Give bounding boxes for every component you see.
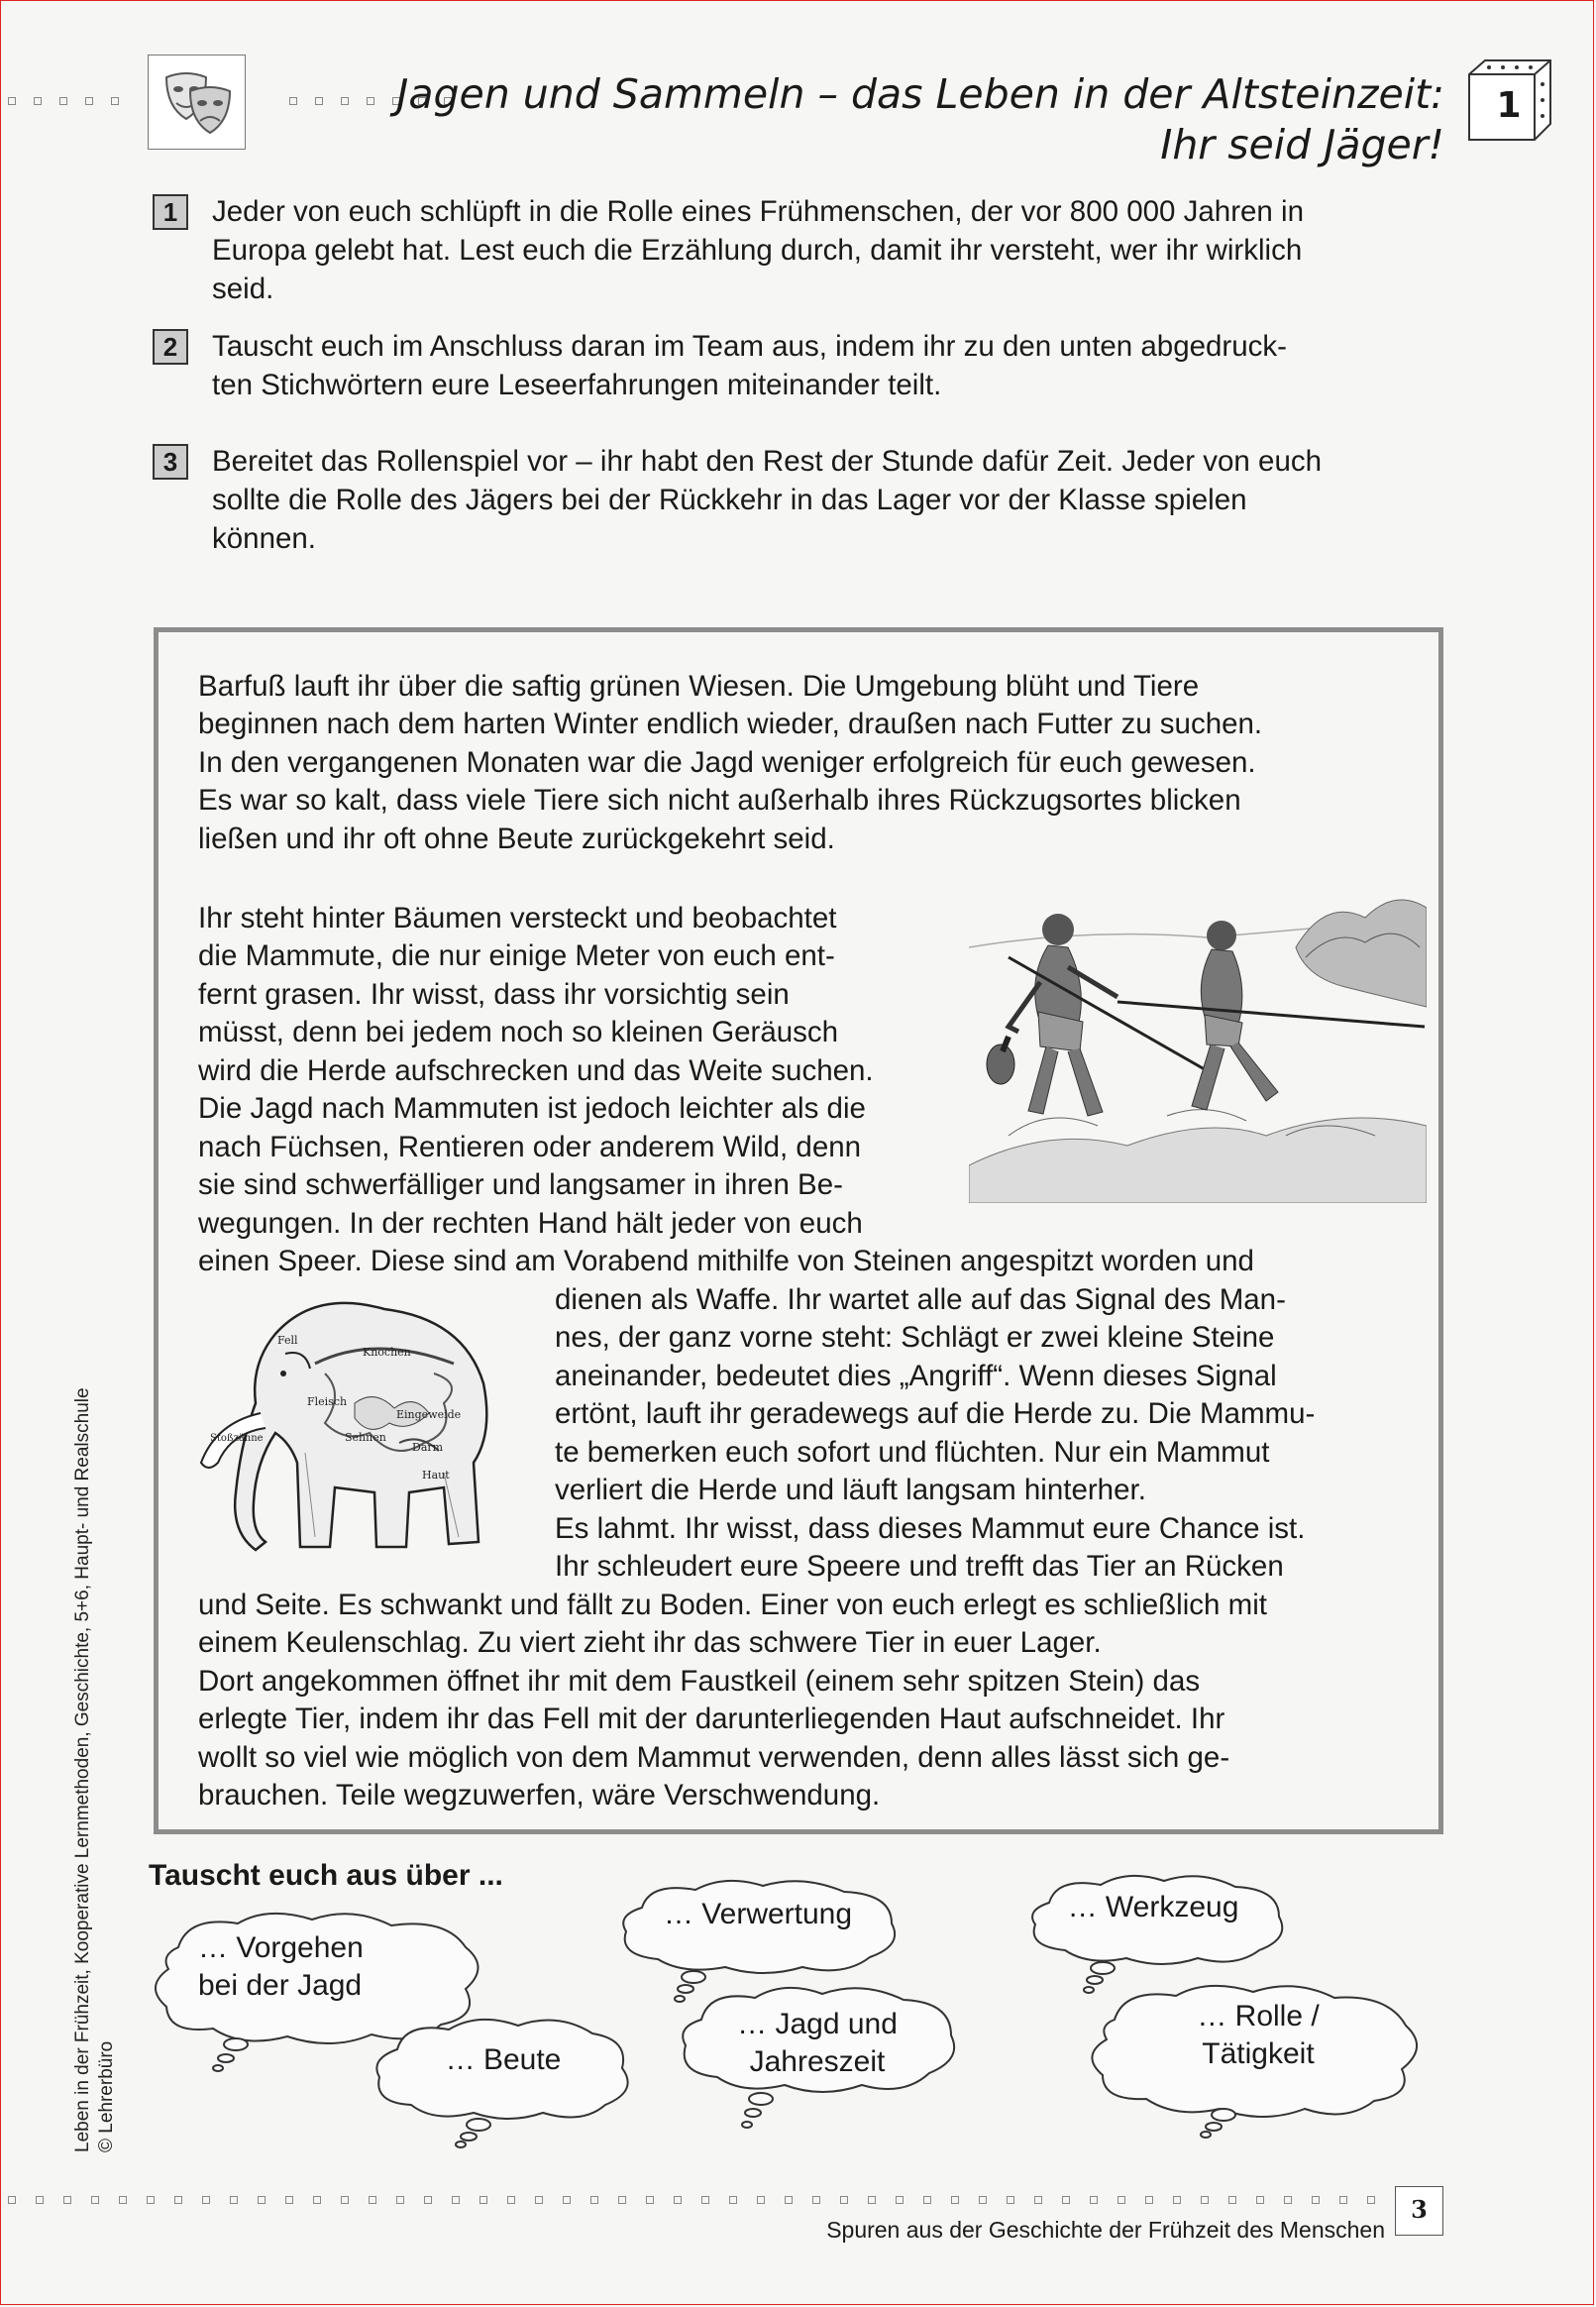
cloud-line: Jahreszeit	[749, 2045, 886, 2078]
story-line: sie sind schwerfälliger und langsamer in ihren Be-	[198, 1168, 843, 1201]
story-line: Es war so kalt, dass viele Tiere sich nicht außerhalb ihres Rückzugsortes blicken	[198, 784, 1241, 817]
header-dots-left	[8, 97, 119, 105]
story-line: Ihr schleudert eure Speere und trefft das Tier an Rücken	[555, 1550, 1284, 1583]
story-line: Die Jagd nach Mammuten ist jedoch leichter als die	[198, 1092, 866, 1125]
mammoth-label-eingeweide: Eingeweide	[396, 1408, 462, 1421]
side-credit-line-2: © Lehrerbüro	[96, 2040, 117, 2152]
task-number-3: 3	[153, 444, 188, 480]
cloud-text	[1144, 1998, 1372, 2073]
story-line: wird die Herde aufschrecken und das Weite suchen.	[198, 1054, 874, 1087]
task-number-2: 2	[153, 329, 188, 365]
mammoth-label-stosszaehne: Stoßzähne	[210, 1433, 264, 1444]
task-1	[153, 192, 1450, 308]
theater-masks-icon	[148, 55, 246, 150]
task-number-1: 1	[153, 194, 188, 230]
task-3-line: Bereitet das Rollenspiel vor – ihr habt den Rest der Stunde dafür Zeit. Jeder von euch	[212, 445, 1323, 478]
side-credit	[71, 1387, 119, 2152]
task-2-line: Tauscht euch im Anschluss daran im Team aus, indem ihr zu den unten abgedruck-	[212, 330, 1287, 363]
story-line: erlegte Tier, indem ihr das Fell mit der darunterliegenden Haut aufschneidet. Ihr	[198, 1703, 1225, 1735]
cloud-line: … Beute	[445, 2043, 562, 2076]
story-line: ertönt, lauft ihr geradewegs auf die Herde zu. Die Mammu-	[555, 1397, 1316, 1430]
cloud-line: … Jagd und	[737, 2008, 898, 2040]
title-line-2: Ihr seid Jäger!	[1160, 121, 1444, 168]
story-line: nach Füchsen, Rentieren oder anderem Wild, denn	[198, 1131, 862, 1163]
story-line: beginnen nach dem harten Winter endlich wieder, draußen nach Futter zu suchen.	[198, 708, 1263, 740]
story-line: verliert die Herde und läuft langsam hinterher.	[555, 1474, 1146, 1506]
task-3	[153, 442, 1450, 558]
task-1-line: seid.	[212, 273, 274, 305]
mammoth-label-fell: Fell	[277, 1334, 298, 1347]
exchange-title: Tauscht euch aus über ...	[149, 1859, 503, 1892]
task-text-1	[212, 192, 1450, 308]
story-line: dienen als Waffe. Ihr wartet alle auf das Signal des Man-	[555, 1283, 1286, 1316]
task-1-line: Europa gelebt hat. Lest euch die Erzählung durch, damit ihr versteht, wer ihr wirklich	[212, 234, 1303, 267]
mammoth-illustration	[196, 1294, 503, 1562]
badge-number: 1	[1496, 85, 1522, 126]
thought-cloud-jagd-jahreszeit	[674, 1982, 961, 2141]
dice-icon	[1459, 55, 1557, 146]
cloud-line: … Werkzeug	[1067, 1891, 1239, 1923]
side-credit-line-1: Leben in der Frühzeit, Kooperative Lernmethoden, Geschichte, 5+6, Haupt- und Realschule	[72, 1387, 93, 2152]
cloud-line: … Verwertung	[663, 1898, 853, 1930]
task-3-line: können.	[212, 522, 316, 555]
task-text-3	[212, 442, 1450, 558]
cloud-line: … Vorgehen	[198, 1931, 364, 1964]
mammoth-label-sehnen: Sehnen	[345, 1431, 386, 1444]
mammoth-label-fleisch: Fleisch	[307, 1395, 348, 1408]
task-1-line: Jeder von euch schlüpft in die Rolle eines Frühmenschen, der vor 800 000 Jahren in	[212, 195, 1304, 228]
story-box	[154, 627, 1443, 1834]
hunters-illustration	[969, 888, 1427, 1203]
cloud-line: bei der Jagd	[198, 1969, 363, 2002]
story-line: wollt so viel wie möglich von dem Mammut verwenden, denn alles lässt sich ge-	[198, 1741, 1230, 1774]
cloud-text	[1049, 1889, 1257, 1926]
page-title	[396, 69, 1444, 170]
thought-cloud-beute	[370, 2014, 637, 2148]
story-line: wegungen. In der rechten Hand hält jeder von euch	[198, 1207, 863, 1240]
cloud-text	[703, 2006, 931, 2081]
story-line: brauchen. Teile wegzuwerfen, wäre Verschwendung.	[198, 1779, 881, 1812]
story-line: fernt grasen. Ihr wisst, dass ihr vorsichtig sein	[198, 978, 790, 1011]
task-3-line: sollte die Rolle des Jägers bei der Rückkehr in das Lager vor der Klasse spielen	[212, 484, 1247, 516]
mammoth-label-darm: Darm	[412, 1441, 444, 1454]
thought-cloud-rolle	[1085, 1980, 1427, 2139]
story-line: einem Keulenschlag. Zu viert zieht ihr das schwere Tier in euer Lager.	[198, 1626, 1102, 1659]
cloud-text	[644, 1896, 872, 1933]
thought-cloud-werkzeug	[1023, 1871, 1289, 1998]
mammoth-label-knochen: Knochen	[363, 1346, 411, 1359]
task-2-line: ten Stichwörtern eure Leseerfahrungen miteinander teilt.	[212, 369, 942, 401]
story-line: ließen und ihr oft ohne Beute zurückgekehrt seid.	[198, 823, 835, 855]
story-line: te bemerken euch sofort und flüchten. Nur ein Mammut	[555, 1436, 1270, 1469]
story-line: Barfuß lauft ihr über die saftig grünen Wiesen. Die Umgebung blüht und Tiere	[198, 670, 1200, 703]
footer-text: Spuren aus der Geschichte der Frühzeit des Menschen	[826, 2217, 1385, 2243]
page-number: 3	[1395, 2186, 1443, 2236]
story-line: Es lahmt. Ihr wisst, dass dieses Mammut eure Chance ist.	[555, 1512, 1306, 1545]
title-line-1: Jagen und Sammeln – das Leben in der Altsteinzeit:	[396, 70, 1444, 118]
story-line: Ihr steht hinter Bäumen versteckt und beobachtet	[198, 902, 837, 934]
mammoth-label-haut: Haut	[422, 1469, 450, 1482]
story-line: die Mammute, die nur einige Meter von euch ent-	[198, 939, 835, 972]
cloud-text	[409, 2041, 597, 2079]
task-2	[153, 327, 1450, 404]
cloud-line: … Rolle /	[1197, 2000, 1320, 2032]
story-line: In den vergangenen Monaten war die Jagd weniger erfolgreich für euch gewesen.	[198, 746, 1256, 779]
story-line: nes, der ganz vorne steht: Schlägt er zwei kleine Steine	[555, 1321, 1275, 1354]
cloud-line: Tätigkeit	[1202, 2037, 1315, 2070]
story-line: aneinander, bedeutet dies „Angriff“. Wenn dieses Signal	[555, 1360, 1277, 1392]
task-text-2	[212, 327, 1450, 404]
cloud-text	[198, 1929, 396, 2005]
story-line: und Seite. Es schwankt und fällt zu Boden. Einer von euch erlegt es schließlich mit	[198, 1589, 1267, 1621]
story-line: müsst, denn bei jedem noch so kleinen Geräusch	[198, 1016, 839, 1048]
story-line: einen Speer. Diese sind am Vorabend mithilfe von Steinen angespitzt worden und	[198, 1245, 1254, 1277]
story-line: Dort angekommen öffnet ihr mit dem Faustkeil (einem sehr spitzen Stein) das	[198, 1665, 1201, 1698]
footer-dots	[8, 2196, 1375, 2204]
